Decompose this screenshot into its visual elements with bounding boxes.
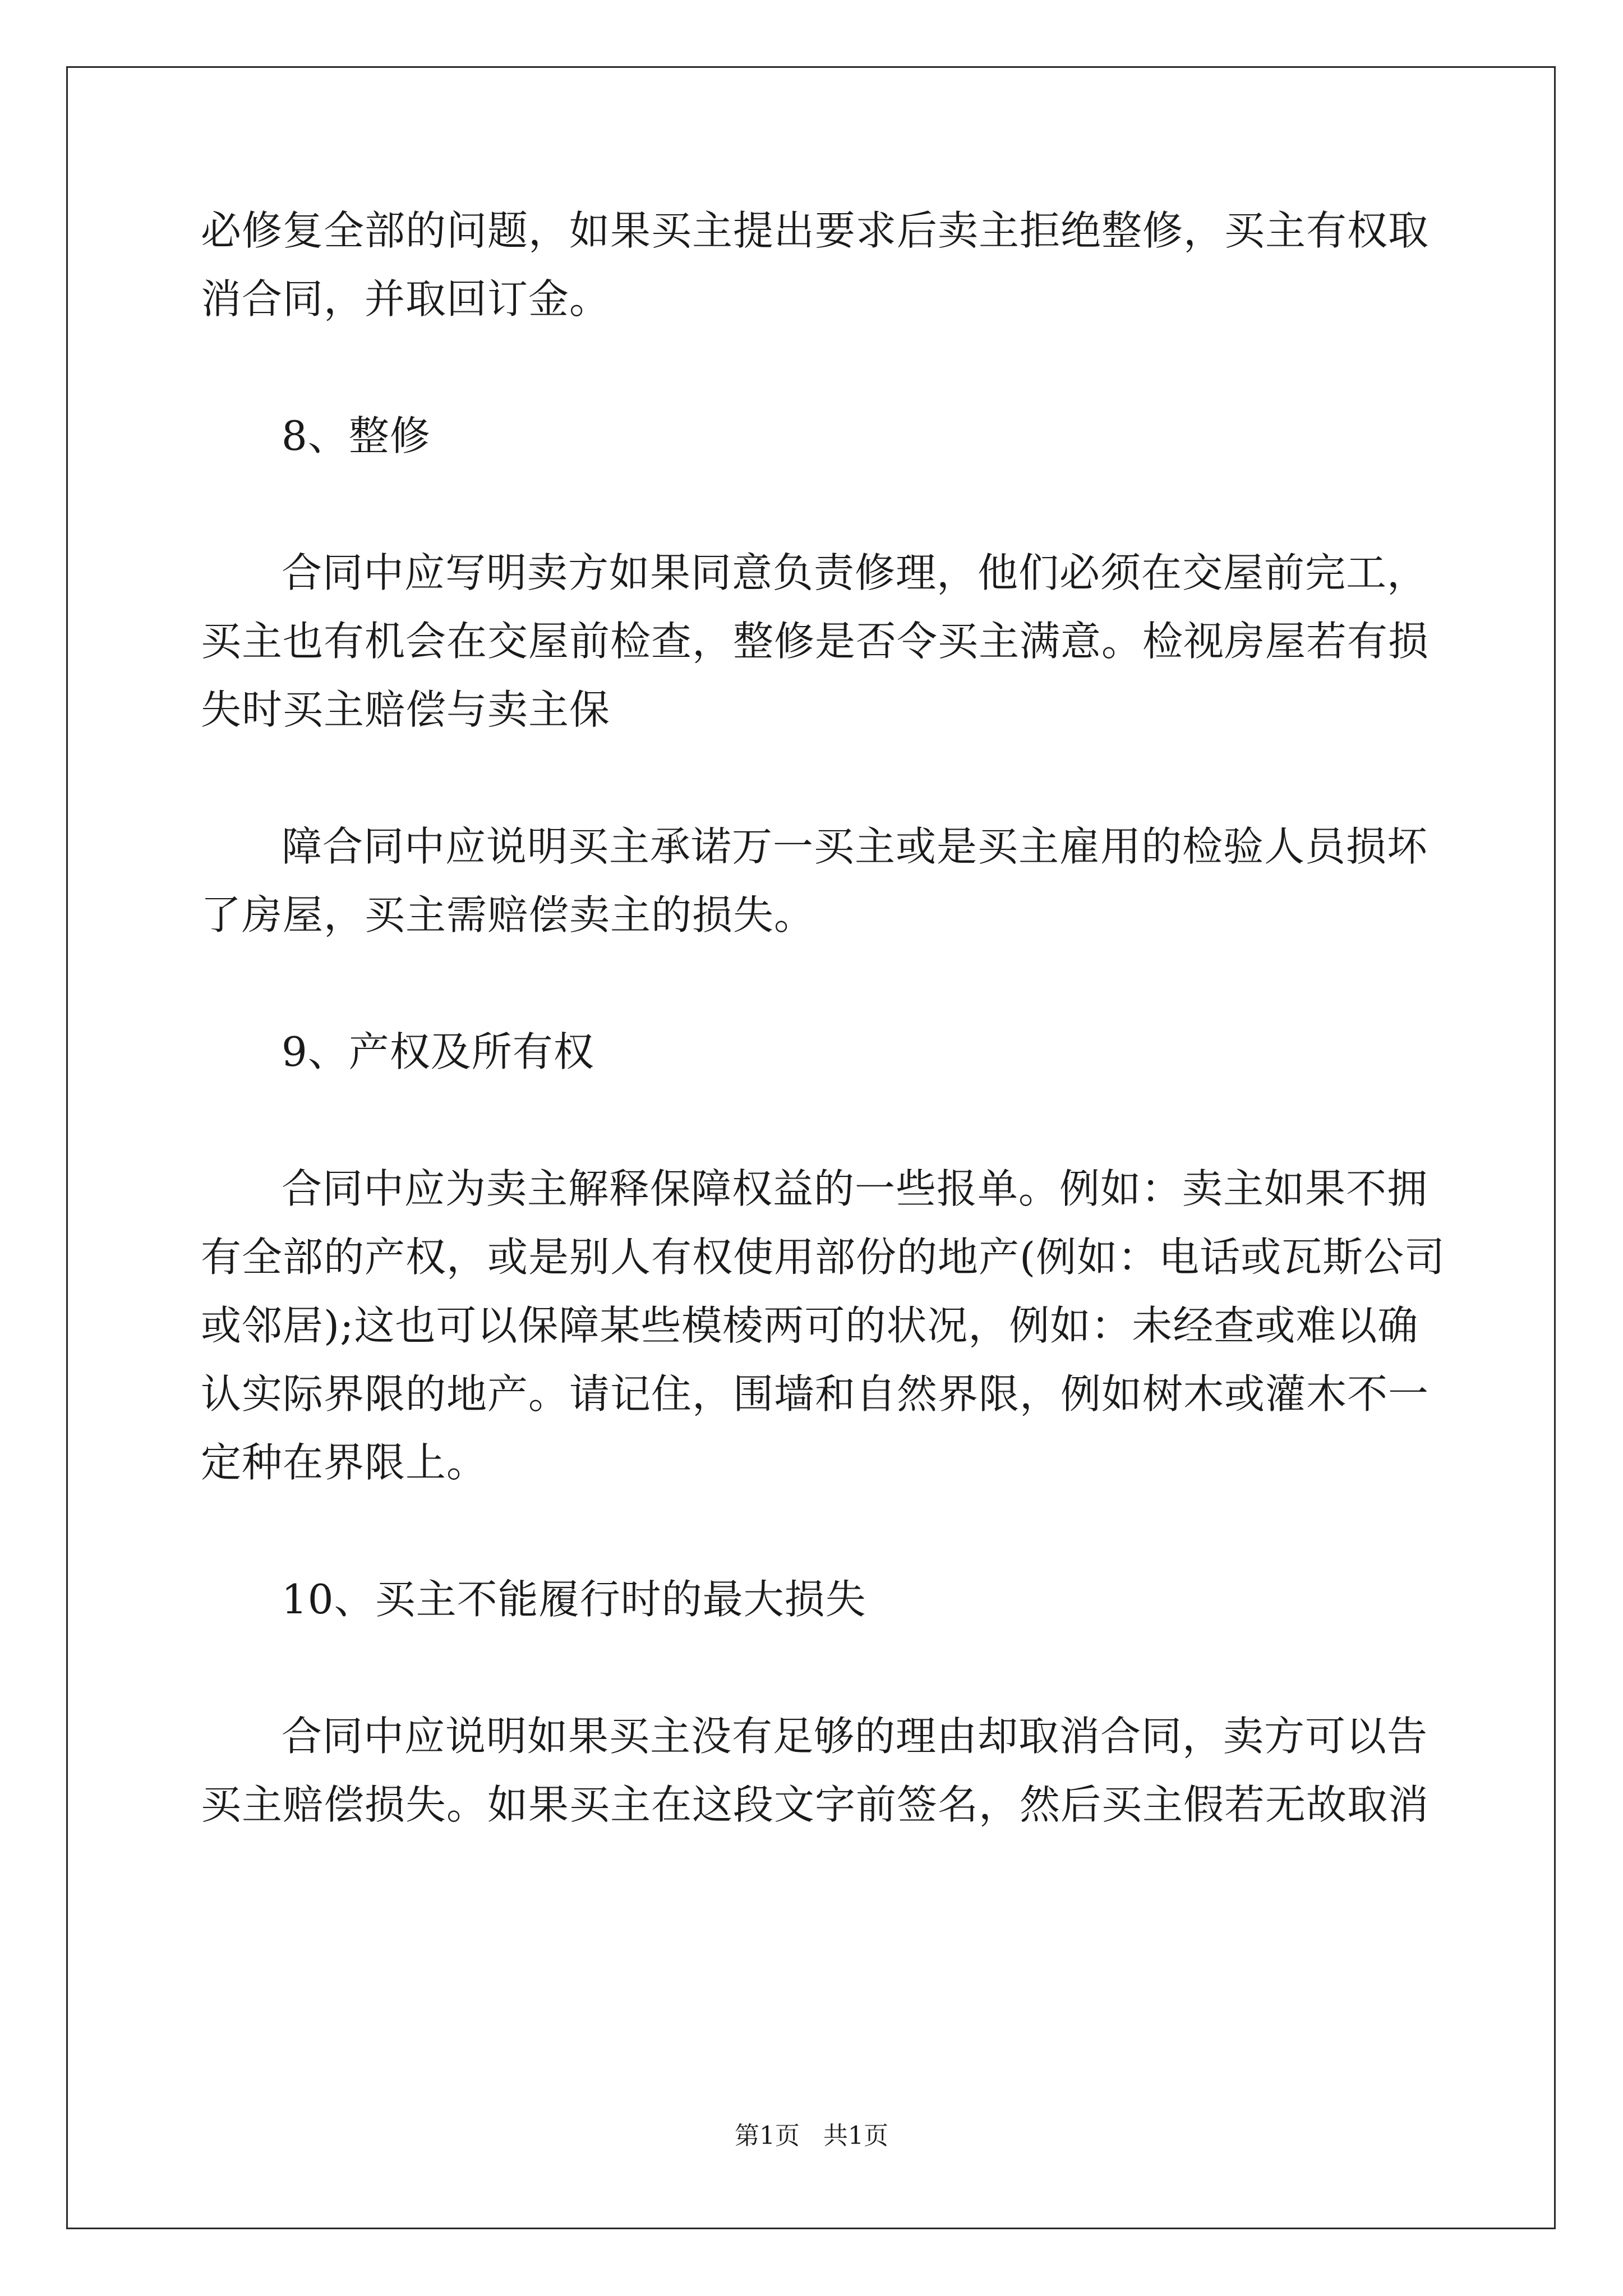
text-line: 认实际界限的地产。请记住，围墙和自然界限，例如树木或灌木不一 <box>201 1370 1430 1418</box>
section-heading: 8、整修 <box>282 412 431 459</box>
text-line: 或邻居);这也可以保障某些模棱两可的状况，例如：未经查或难以确 <box>201 1302 1419 1349</box>
text-line: 障合同中应说明买主承诺万一买主或是买主雇用的检验人员损坏 <box>282 823 1428 870</box>
text-line: 了房屋，买主需赔偿卖主的损失。 <box>201 891 815 938</box>
text-line: 买主也有机会在交屋前检查，整修是否令买主满意。检视房屋若有损 <box>201 618 1430 665</box>
section-heading: 9、产权及所有权 <box>282 1028 594 1075</box>
text-line: 合同中应为卖主解释保障权益的一些报单。例如：卖主如果不拥 <box>282 1165 1428 1212</box>
document-body <box>201 196 1446 1839</box>
text-line: 合同中应说明如果买主没有足够的理由却取消合同，卖方可以告 <box>282 1713 1428 1760</box>
text-line: 合同中应写明卖方如果同意负责修理，他们必须在交屋前完工， <box>282 549 1428 596</box>
text-line: 消合同，并取回订金。 <box>201 275 611 323</box>
page-footer: 第1页 共1页 <box>735 2122 888 2150</box>
section-heading: 10、买主不能履行时的最大损失 <box>282 1576 866 1623</box>
text-line: 定种在界限上。 <box>201 1439 488 1486</box>
text-line: 失时买主赔偿与卖主保 <box>201 686 611 733</box>
text-line: 必修复全部的问题，如果买主提出要求后卖主拒绝整修，买主有权取 <box>201 207 1430 254</box>
text-line: 有全部的产权，或是别人有权使用部份的地产(例如：电话或瓦斯公司 <box>201 1234 1446 1281</box>
text-line: 买主赔偿损失。如果买主在这段文字前签名，然后买主假若无故取消 <box>201 1781 1430 1828</box>
